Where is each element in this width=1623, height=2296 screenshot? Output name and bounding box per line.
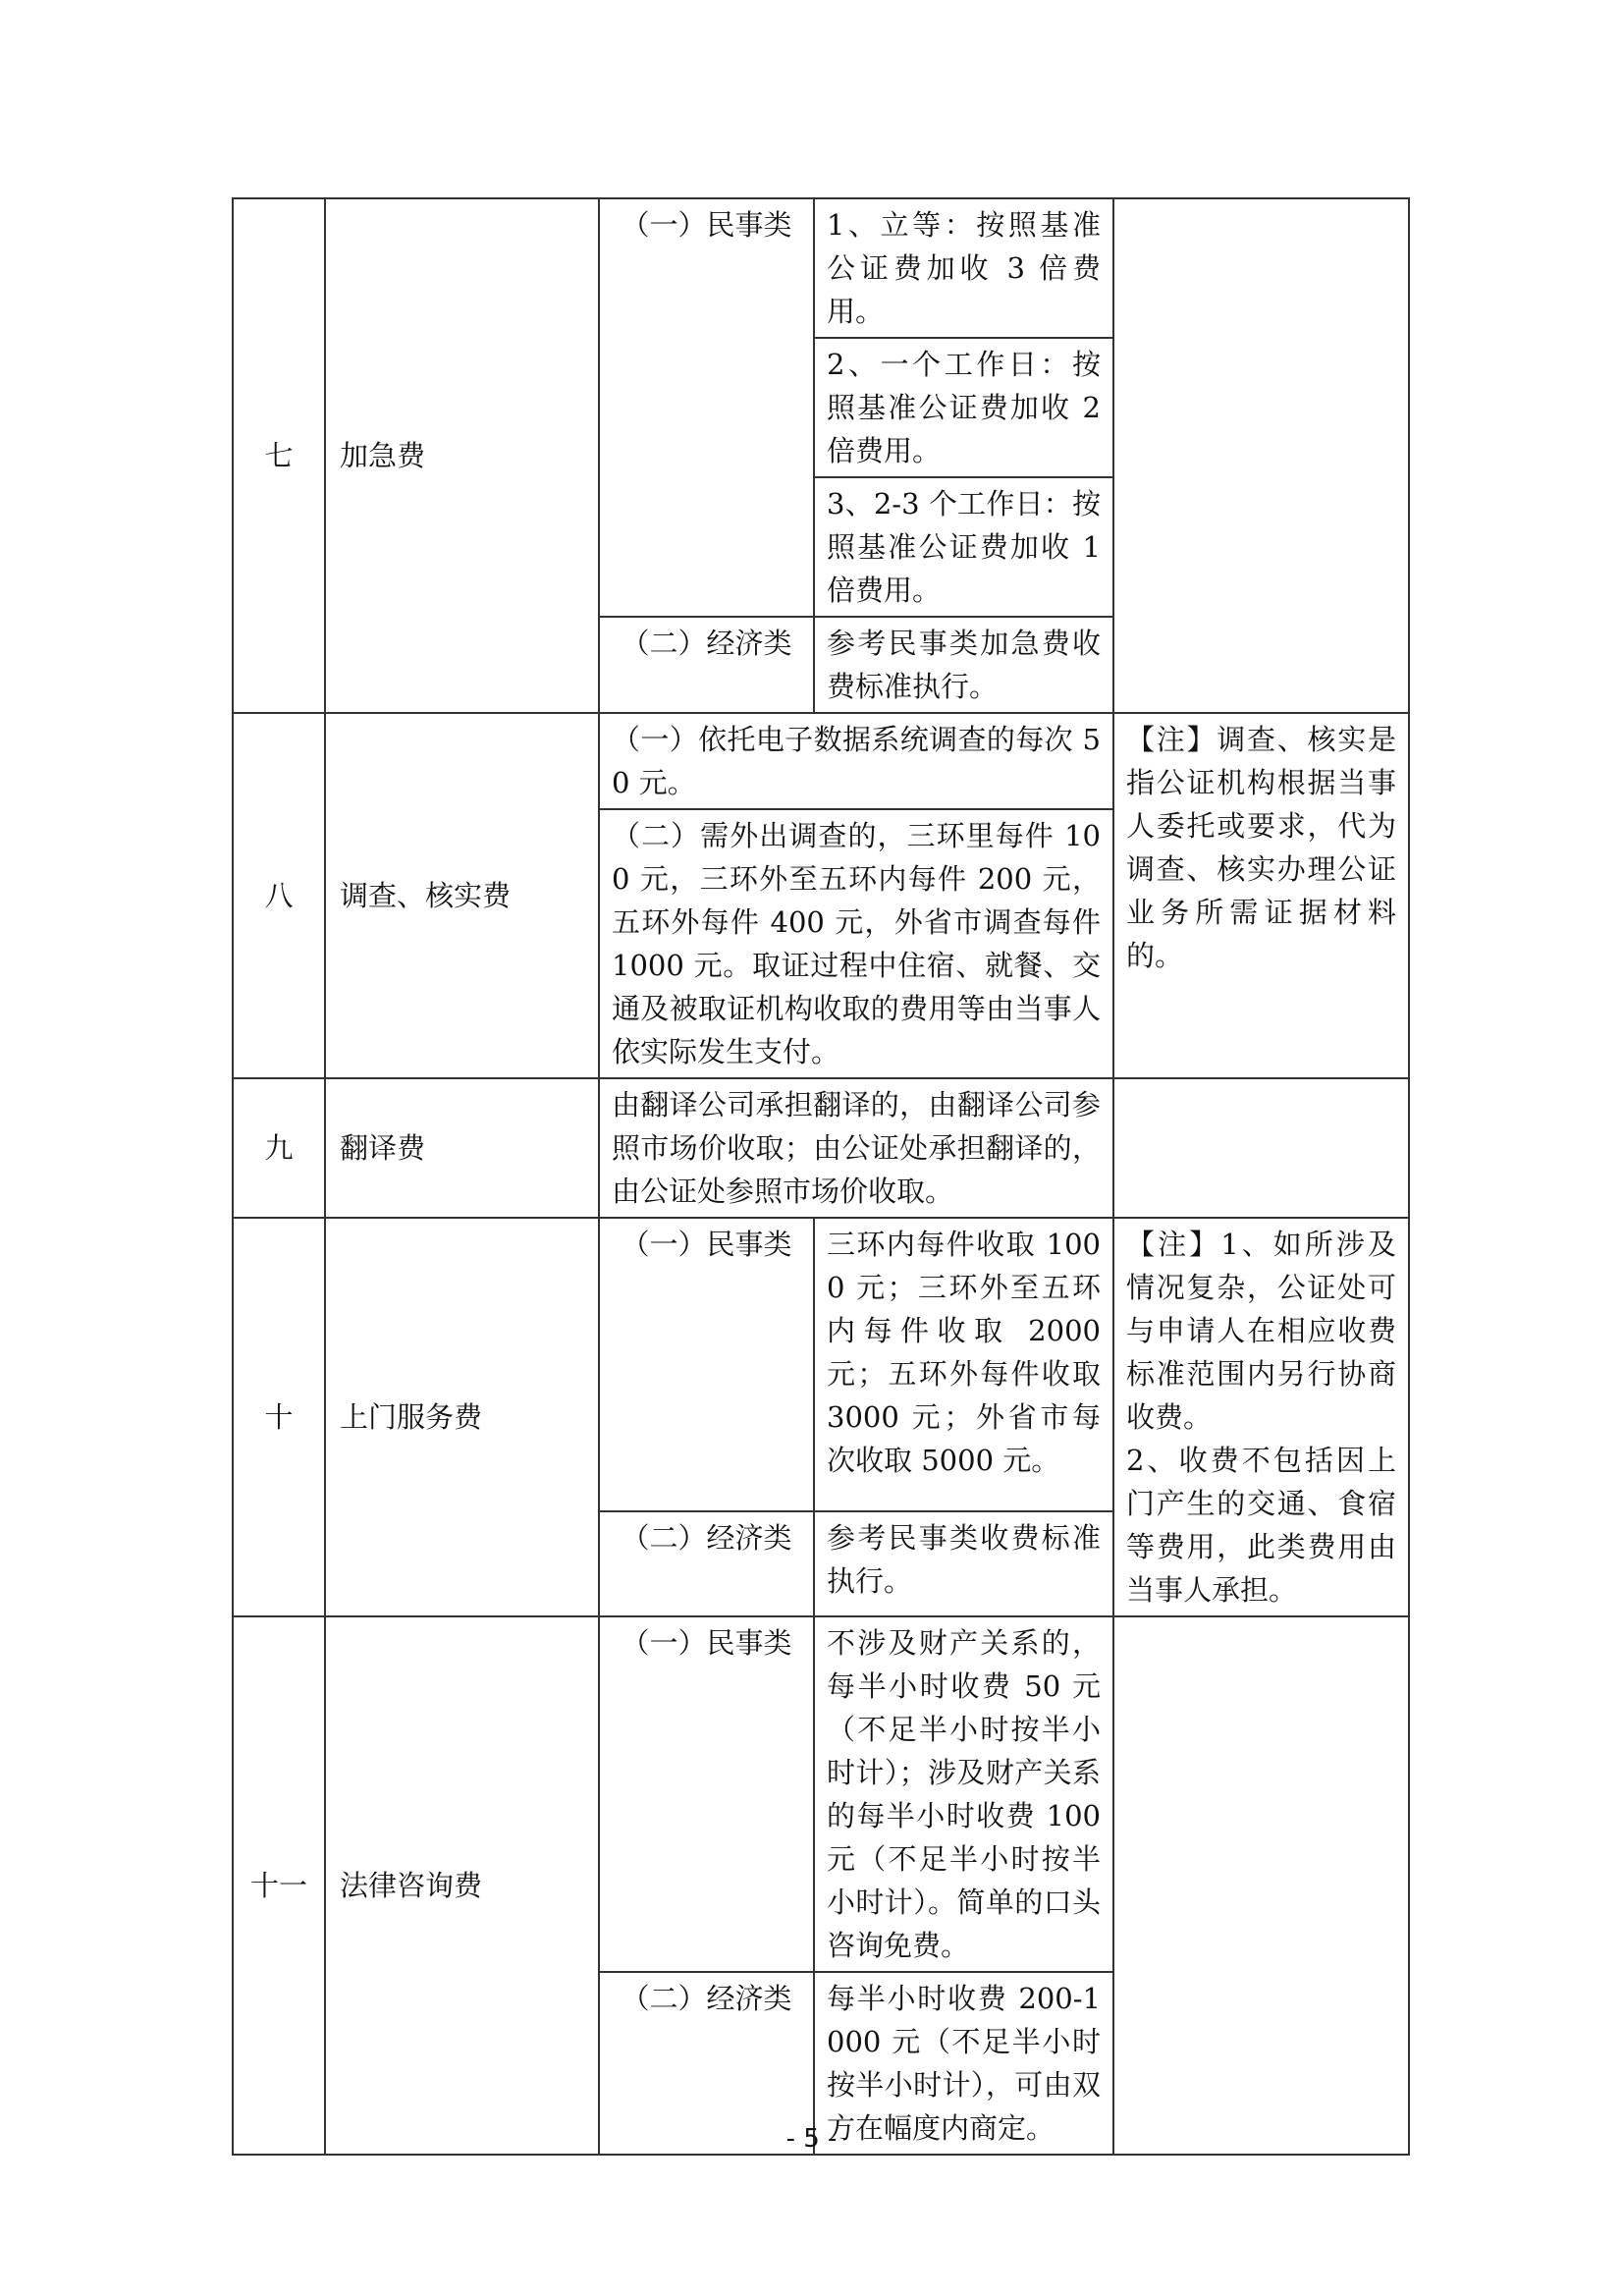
fee-detail: 2、一个工作日：按照基准公证费加收 2 倍费用。 <box>814 338 1113 477</box>
item-number: 九 <box>233 1078 325 1218</box>
note-cell <box>1113 1616 1409 2155</box>
category-label: （一）民事类 <box>599 1218 814 1511</box>
category-label: （二）经济类 <box>599 1972 814 2155</box>
note-cell: 【注】调查、核实是指公证机构根据当事人委托或要求，代为调查、核实办理公证业务所需证据材料的。 <box>1113 713 1409 1078</box>
fee-name: 上门服务费 <box>325 1218 599 1616</box>
item-number: 七 <box>233 198 325 713</box>
fee-detail: 参考民事类收费标准执行。 <box>814 1511 1113 1616</box>
category-label: （一）民事类 <box>599 1616 814 1972</box>
fee-detail: （二）需外出调查的，三环里每件 100 元，三环外至五环内每件 200 元，五环外每件 400 元，外省市调查每件 1000 元。取证过程中住宿、就餐、交通及被取证机构收取的费用等由当事人依实际发生支付。 <box>599 809 1113 1078</box>
fee-detail: 不涉及财产关系的，每半小时收费 50 元（不足半小时按半小时计）；涉及财产关系的每半小时收费 100 元（不足半小时按半小时计）。简单的口头咨询免费。 <box>814 1616 1113 1972</box>
item-number: 十 <box>233 1218 325 1616</box>
fee-detail: 每半小时收费 200-1000 元（不足半小时按半小时计），可由双方在幅度内商定。 <box>814 1972 1113 2155</box>
fee-detail: 三环内每件收取 1000 元；三环外至五环内每件收取 2000 元；五环外每件收取 3000 元；外省市每次收取 5000 元。 <box>814 1218 1113 1511</box>
fee-detail: 3、2-3 个工作日：按照基准公证费加收 1 倍费用。 <box>814 477 1113 617</box>
table-row <box>233 1616 1409 1972</box>
fee-name: 加急费 <box>325 198 599 713</box>
note-cell <box>1113 1218 1409 1616</box>
category-label: （一）民事类 <box>599 198 814 617</box>
item-number: 十一 <box>233 1616 325 2155</box>
item-number: 八 <box>233 713 325 1078</box>
fee-detail: 1、立等：按照基准公证费加收 3 倍费用。 <box>814 198 1113 338</box>
fee-detail: （一）依托电子数据系统调查的每次 50 元。 <box>599 713 1113 809</box>
table-row <box>233 713 1409 809</box>
fee-detail: 参考民事类加急费收费标准执行。 <box>814 617 1113 713</box>
fee-name: 法律咨询费 <box>325 1616 599 2155</box>
fee-schedule-table <box>232 197 1410 2156</box>
table-row <box>233 1078 1409 1218</box>
note-line: 【注】1、如所涉及情况复杂，公证处可与申请人在相应收费标准范围内另行协商收费。 <box>1126 1228 1396 1434</box>
note-cell <box>1113 1078 1409 1218</box>
fee-name: 调查、核实费 <box>325 713 599 1078</box>
category-label: （二）经济类 <box>599 1511 814 1616</box>
note-line: 2、收费不包括因上门产生的交通、食宿等费用，此类费用由当事人承担。 <box>1126 1444 1396 1607</box>
page-number: - 5 - <box>785 2124 838 2154</box>
note-cell <box>1113 198 1409 713</box>
table-row <box>233 1218 1409 1511</box>
fee-detail: 由翻译公司承担翻译的，由翻译公司参照市场价收取；由公证处承担翻译的，由公证处参照市场价收取。 <box>599 1078 1113 1218</box>
table-row <box>233 198 1409 338</box>
category-label: （二）经济类 <box>599 617 814 713</box>
fee-name: 翻译费 <box>325 1078 599 1218</box>
